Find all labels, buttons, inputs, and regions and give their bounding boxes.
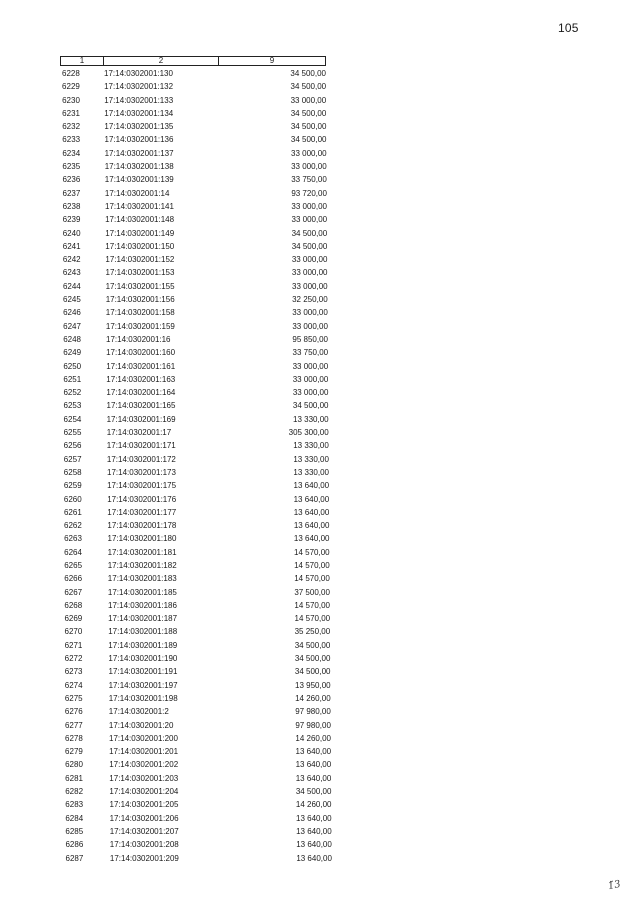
row-number: 6284 [65,813,84,823]
row-number: 6253 [63,401,82,411]
row-number: 6254 [63,414,82,424]
table-row [60,825,360,838]
cadastral-number: 17:14:0302001:185 [107,587,177,597]
cadastral-number: 17:14:0302001:14 [104,188,170,198]
cost-value: 13 640,00 [293,481,330,491]
table-row [60,612,360,625]
table-row [60,798,360,811]
cost-value: 13 330,00 [293,414,329,424]
table-row [60,732,360,745]
table-row [60,187,360,200]
header-col-1: 1 [79,56,85,65]
cost-value: 34 500,00 [290,135,327,145]
row-number: 6286 [65,840,84,850]
row-number: 6247 [63,321,81,331]
cadastral-number: 17:14:0302001:209 [109,853,179,863]
table-row [60,320,360,333]
cost-value: 33 000,00 [292,388,329,398]
cadastral-number: 17:14:0302001:202 [109,760,179,770]
cadastral-number: 17:14:0302001:132 [104,82,174,92]
table-row [60,266,360,279]
cadastral-number: 17:14:0302001:177 [107,507,177,517]
cadastral-number: 17:14:0302001:169 [106,414,176,424]
cadastral-number: 17:14:0302001:178 [107,521,177,531]
cadastral-number: 17:14:0302001:155 [105,281,175,291]
table-row [60,785,360,798]
row-number: 6278 [65,733,83,743]
cadastral-number: 17:14:0302001:181 [107,547,177,557]
cadastral-number: 17:14:0302001:130 [104,69,173,78]
row-number: 6263 [64,534,82,544]
row-number: 6244 [62,281,81,291]
cost-value: 13 330,00 [293,454,329,464]
table-row [60,466,360,479]
row-number: 6234 [62,148,81,158]
row-number: 6245 [63,295,81,305]
row-number: 6257 [63,454,82,464]
row-number: 6233 [62,135,81,145]
handwritten-mark: 1̃3 [606,878,622,893]
cadastral-number: 17:14:0302001:175 [107,481,177,491]
row-number: 6270 [64,627,83,637]
row-number: 6258 [63,467,82,477]
cadastral-number: 17:14:0302001:148 [105,215,175,225]
row-number: 6269 [64,614,83,624]
row-number: 6280 [65,760,83,770]
row-number: 6279 [65,747,83,757]
table-row [60,373,360,386]
cost-value: 13 640,00 [293,534,330,544]
cadastral-number: 17:14:0302001:182 [107,560,177,570]
row-number: 6271 [64,640,83,650]
row-number: 6267 [64,587,83,597]
row-number: 6229 [62,82,80,92]
cost-value: 305 300,00 [288,428,329,438]
cost-value: 13 950,00 [295,680,331,690]
table-row [60,572,360,585]
cadastral-number: 17:14:0302001:139 [104,175,174,185]
table-row [60,333,360,346]
row-number: 6238 [62,201,81,211]
cost-value: 34 500,00 [291,228,328,238]
cost-value: 33 000,00 [291,268,328,278]
row-number: 6260 [63,494,82,504]
table-row [60,705,360,718]
row-number: 6268 [64,600,83,610]
table-row [60,360,360,373]
table-row [60,532,360,545]
table-row [60,719,360,732]
table-row [60,293,360,306]
table-row [60,652,360,665]
cost-value: 34 500,00 [294,654,331,664]
cost-value: 13 640,00 [296,853,332,863]
table-row [60,280,360,293]
row-number: 6241 [62,241,81,251]
table-body [60,67,360,865]
cadastral-number: 17:14:0302001:158 [105,308,175,318]
table-row [60,639,360,652]
table-row [60,838,360,851]
cost-value: 35 250,00 [294,627,331,637]
cost-value: 97 980,00 [295,720,331,730]
row-number: 6235 [62,162,81,172]
row-number: 6283 [65,800,84,810]
row-number: 6276 [64,707,83,717]
cost-value: 13 640,00 [293,521,330,531]
cadastral-number: 17:14:0302001:17 [106,428,172,438]
cost-value: 14 570,00 [294,614,331,624]
cadastral-number: 17:14:0302001:208 [109,840,179,850]
row-number: 6228 [62,69,80,78]
cadastral-number: 17:14:0302001:204 [109,787,179,797]
cadastral-number: 17:14:0302001:183 [107,574,177,584]
table-row [60,679,360,692]
cadastral-number: 17:14:0302001:136 [104,135,174,145]
cost-value: 34 500,00 [291,241,328,251]
row-number: 6237 [62,188,81,198]
cadastral-number: 17:14:0302001:159 [105,321,175,331]
cost-value: 13 640,00 [296,826,332,836]
cost-value: 34 500,00 [290,108,327,118]
table-row [60,147,360,160]
cost-value: 34 500,00 [290,82,327,92]
cost-value: 14 570,00 [294,600,330,610]
cadastral-number: 17:14:0302001:137 [104,148,174,158]
cadastral-number: 17:14:0302001:153 [105,268,175,278]
cost-value: 13 640,00 [293,494,330,504]
row-number: 6261 [63,507,82,517]
table-row [60,160,360,173]
row-number: 6242 [62,255,81,265]
table-row [60,519,360,532]
cadastral-number: 17:14:0302001:206 [109,813,179,823]
cost-value: 14 260,00 [295,733,331,743]
table-row [60,599,360,612]
table-row [60,559,360,572]
cadastral-number: 17:14:0302001:188 [108,627,178,637]
table-row [60,173,360,186]
cadastral-number: 17:14:0302001:186 [108,600,177,610]
table-row [60,493,360,506]
row-number: 6248 [63,334,81,344]
cadastral-number: 17:14:0302001:150 [105,241,175,251]
row-number: 6249 [63,348,82,358]
cadastral-number: 17:14:0302001:156 [105,295,175,305]
table-row [60,692,360,705]
cadastral-number: 17:14:0302001:205 [109,800,179,810]
cost-value: 33 000,00 [291,255,328,265]
cadastral-number: 17:14:0302001:191 [108,667,178,677]
table-row [60,586,360,599]
cost-value: 33 000,00 [292,321,328,331]
cost-value: 33 000,00 [292,361,329,371]
cost-value: 33 000,00 [292,281,328,291]
row-number: 6231 [62,108,80,118]
row-number: 6281 [65,773,83,783]
cadastral-number: 17:14:0302001:149 [105,228,175,238]
row-number: 6243 [62,268,81,278]
table-row [60,812,360,825]
row-number: 6282 [65,787,84,797]
table-row [60,213,360,226]
cost-value: 13 330,00 [293,467,329,477]
table-row [60,399,360,412]
cost-value: 13 640,00 [295,773,332,783]
table-row [60,426,360,439]
table-row [60,386,360,399]
table-header [60,56,326,66]
table-row [60,253,360,266]
cost-value: 34 500,00 [290,122,327,132]
cadastral-number: 17:14:0302001:2 [108,707,169,717]
cadastral-number: 17:14:0302001:171 [106,441,176,451]
cadastral-number: 17:14:0302001:172 [106,454,176,464]
cost-value: 97 980,00 [295,707,331,717]
cost-value: 14 260,00 [295,693,331,703]
cadastral-number: 17:14:0302001:138 [104,162,174,172]
cadastral-number: 17:14:0302001:134 [104,108,174,118]
cadastral-number: 17:14:0302001:201 [109,747,179,757]
cadastral-number: 17:14:0302001:164 [106,388,176,398]
cost-value: 14 570,00 [294,547,330,557]
row-number: 6246 [63,308,81,318]
cadastral-number: 17:14:0302001:161 [106,361,176,371]
row-number: 6277 [64,720,83,730]
cadastral-number: 17:14:0302001:160 [106,348,176,358]
cost-value: 14 570,00 [294,574,330,584]
cadastral-number: 17:14:0302001:189 [108,640,178,650]
cost-value: 33 000,00 [291,148,327,158]
table-row [60,80,360,93]
cost-value: 13 640,00 [296,840,332,850]
cadastral-number: 17:14:0302001:20 [108,720,174,730]
row-number: 6265 [64,560,83,570]
row-number: 6262 [64,521,82,531]
cost-value: 33 000,00 [291,215,328,225]
row-number: 6272 [64,654,83,664]
table-row [60,625,360,638]
cadastral-number: 17:14:0302001:165 [106,401,176,411]
cost-value: 14 260,00 [295,800,332,810]
cost-value: 34 500,00 [294,640,331,650]
cost-value: 14 570,00 [294,560,330,570]
cadastral-number: 17:14:0302001:173 [107,467,176,477]
cost-value: 33 000,00 [292,308,328,318]
table-row [60,852,360,865]
cost-value: 34 500,00 [290,69,326,78]
cadastral-number: 17:14:0302001:207 [109,826,179,836]
table-row [60,479,360,492]
cost-value: 95 850,00 [292,334,328,344]
cadastral-number: 17:14:0302001:190 [108,654,178,664]
cadastral-number: 17:14:0302001:180 [107,534,177,544]
cost-value: 33 750,00 [291,175,327,185]
table-row [60,120,360,133]
cost-value: 32 250,00 [292,295,328,305]
table-row [60,413,360,426]
cadastral-number: 17:14:0302001:163 [106,374,176,384]
row-number: 6232 [62,122,81,132]
row-number: 6273 [64,667,83,677]
row-number: 6240 [62,228,81,238]
header-col-3: 9 [218,57,325,65]
table-row [60,346,360,359]
cadastral-number: 17:14:0302001:198 [108,693,178,703]
cost-value: 13 640,00 [293,507,330,517]
table-row [60,745,360,758]
row-number: 6230 [62,95,80,105]
row-number: 6250 [63,361,82,371]
row-number: 6275 [64,693,83,703]
page-number: 105 [558,21,579,35]
cadastral-number: 17:14:0302001:133 [104,95,174,105]
table-row [60,306,360,319]
cadastral-number: 17:14:0302001:197 [108,680,178,690]
row-number: 6251 [63,374,82,384]
cost-value: 33 000,00 [290,95,327,105]
table-row [60,453,360,466]
cost-value: 34 500,00 [294,667,331,677]
row-number: 6274 [64,680,83,690]
cadastral-number: 17:14:0302001:16 [106,334,171,344]
cost-value: 13 640,00 [296,813,332,823]
cost-value: 37 500,00 [294,587,330,597]
cost-value: 33 000,00 [291,162,327,172]
table-row [60,758,360,771]
table-row [60,107,360,120]
cost-value: 13 330,00 [293,441,329,451]
cost-value: 33 000,00 [292,374,329,384]
row-number: 6256 [63,441,82,451]
row-number: 6259 [63,481,82,491]
cost-value: 34 500,00 [292,401,329,411]
cadastral-number: 17:14:0302001:187 [108,614,178,624]
table-row [60,200,360,213]
row-number: 6264 [64,547,82,557]
row-number: 6287 [65,853,84,863]
table-row [60,133,360,146]
cost-value: 93 720,00 [291,188,327,198]
table-row [60,67,360,80]
cadastral-number: 17:14:0302001:200 [109,733,178,743]
row-number: 6266 [64,574,83,584]
cadastral-number: 17:14:0302001:176 [107,494,177,504]
cadastral-number: 17:14:0302001:141 [105,201,174,211]
table-row [60,506,360,519]
cost-value: 13 640,00 [295,747,332,757]
header-col-2: 2 [103,57,218,65]
cost-value: 13 640,00 [295,760,332,770]
table-row [60,94,360,107]
cadastral-number: 17:14:0302001:152 [105,255,175,265]
row-number: 6252 [63,388,82,398]
cost-value: 34 500,00 [295,787,332,797]
row-number: 6285 [65,826,84,836]
table-row [60,665,360,678]
table-row [60,227,360,240]
table-row [60,240,360,253]
row-number: 6239 [62,215,81,225]
cost-value: 33 750,00 [292,348,329,358]
row-number: 6255 [63,428,82,438]
table-row [60,772,360,785]
cost-value: 33 000,00 [291,201,327,211]
row-number: 6236 [62,175,81,185]
table-row [60,546,360,559]
cadastral-number: 17:14:0302001:135 [104,122,174,132]
cadastral-number: 17:14:0302001:203 [109,773,179,783]
table-row [60,439,360,452]
